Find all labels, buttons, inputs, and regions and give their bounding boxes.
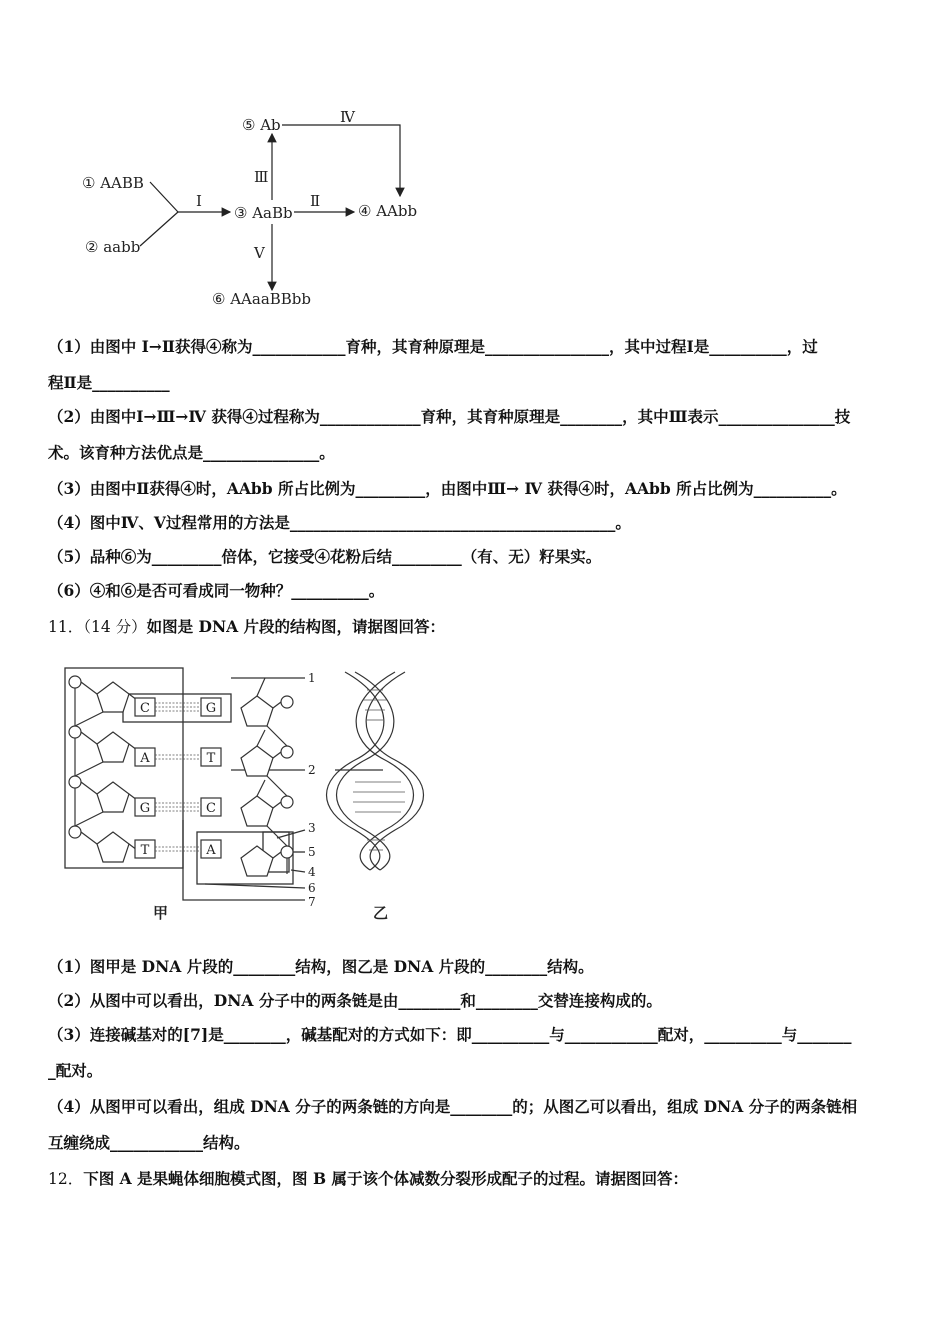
callout-6: 6 <box>308 881 316 895</box>
callout-2: 2 <box>308 763 316 777</box>
q10-s3: （3）由图中Ⅱ获得④时，AAbb 所占比例为_________，由图中Ⅲ→ Ⅳ 获得④时，AAbb 所占比例为__________。 <box>48 479 847 498</box>
node-6-aaaabbbb: ⑥ AAaaBBbb <box>212 290 312 308</box>
label-III: Ⅲ <box>254 168 269 186</box>
q11-s4b: 互缠绕成____________结构。 <box>48 1133 250 1152</box>
callout-1: 1 <box>308 671 316 685</box>
q11-number: 11．（14 分） <box>48 618 147 636</box>
dna-figure <box>55 660 445 925</box>
base-left-3: G <box>139 801 151 816</box>
base-left-4: T <box>140 843 150 858</box>
label-yi: 乙 <box>373 904 389 922</box>
callout-3: 3 <box>308 821 316 835</box>
callout-4: 4 <box>308 865 316 879</box>
node-2-aabb: ② aabb <box>85 238 141 256</box>
base-right-3: C <box>206 801 216 816</box>
q11-s2: （2）从图中可以看出，DNA 分子中的两条链是由________和________交替连接构成的。 <box>48 991 662 1010</box>
helix-strand-a2 <box>337 672 394 870</box>
q11-s3a: （3）连接碱基对的[7]是________，碱基配对的方式如下：即__________与____________配对，__________与_______ <box>48 1025 852 1044</box>
q10-s4: （4）图中Ⅳ、Ⅴ过程常用的方法是__________________________________________。 <box>48 513 631 532</box>
base-left-2: A <box>140 751 150 766</box>
q10-s1a: （1）由图中 Ⅰ→Ⅱ获得④称为____________育种，其育种原理是________________，其中过程Ⅰ是__________，过 <box>48 337 818 356</box>
q11-s4a: （4）从图甲可以看出，组成 DNA 分子的两条链的方向是________的；从图乙可以看出，组成 DNA 分子的两条链相 <box>48 1097 858 1116</box>
q10-s5: （5）品种⑥为_________倍体，它接受④花粉后结_________（有、无）籽果实。 <box>48 547 602 566</box>
q11-stem: 如图是 DNA 片段的结构图，请据图回答： <box>146 617 446 636</box>
q10-s6: （6）④和⑥是否可看成同一物种？__________。 <box>48 581 385 600</box>
label-II: Ⅱ <box>310 192 321 210</box>
q12-stem: 下图 A 是果蝇体细胞模式图，图 B 属于该个体减数分裂形成配子的过程。请据图回答： <box>83 1169 688 1188</box>
node-1-aabb: ① AABB <box>82 174 144 192</box>
q10-s2a: （2）由图中Ⅰ→Ⅲ→Ⅳ 获得④过程称为_____________育种，其育种原理是________，其中Ⅲ表示_______________技 <box>48 407 851 426</box>
line-2-merge <box>140 212 178 246</box>
node-3-aabb: ③ AaBb <box>234 204 293 222</box>
q12-number: 12． <box>48 1170 84 1188</box>
base-right-2: T <box>206 751 216 766</box>
callout-7: 7 <box>308 895 316 909</box>
label-I: Ⅰ <box>196 192 202 210</box>
node-5-ab: ⑤ Ab <box>242 116 281 134</box>
q10-s1b: 程Ⅱ是__________ <box>48 373 170 392</box>
arrow-IV <box>282 125 400 196</box>
breeding-diagram <box>60 100 460 315</box>
line-1-merge <box>150 182 178 212</box>
base-right-1: G <box>205 701 217 716</box>
base-left-1: C <box>140 701 150 716</box>
label-V: Ⅴ <box>254 244 265 262</box>
base-right-4: A <box>206 843 216 858</box>
label-IV: Ⅳ <box>340 108 355 126</box>
q12-heading <box>48 1168 688 1190</box>
callout-5: 5 <box>308 845 316 859</box>
q11-s3b: _配对。 <box>48 1061 103 1080</box>
q11-s1: （1）图甲是 DNA 片段的________结构，图乙是 DNA 片段的________结构。 <box>48 957 594 976</box>
label-jia: 甲 <box>153 904 169 922</box>
q11-heading <box>48 616 445 638</box>
node-4-aabb: ④ AAbb <box>358 202 418 220</box>
leader-3 <box>277 830 305 838</box>
q10-s2b: 术。该育种方法优点是_______________。 <box>48 443 335 462</box>
